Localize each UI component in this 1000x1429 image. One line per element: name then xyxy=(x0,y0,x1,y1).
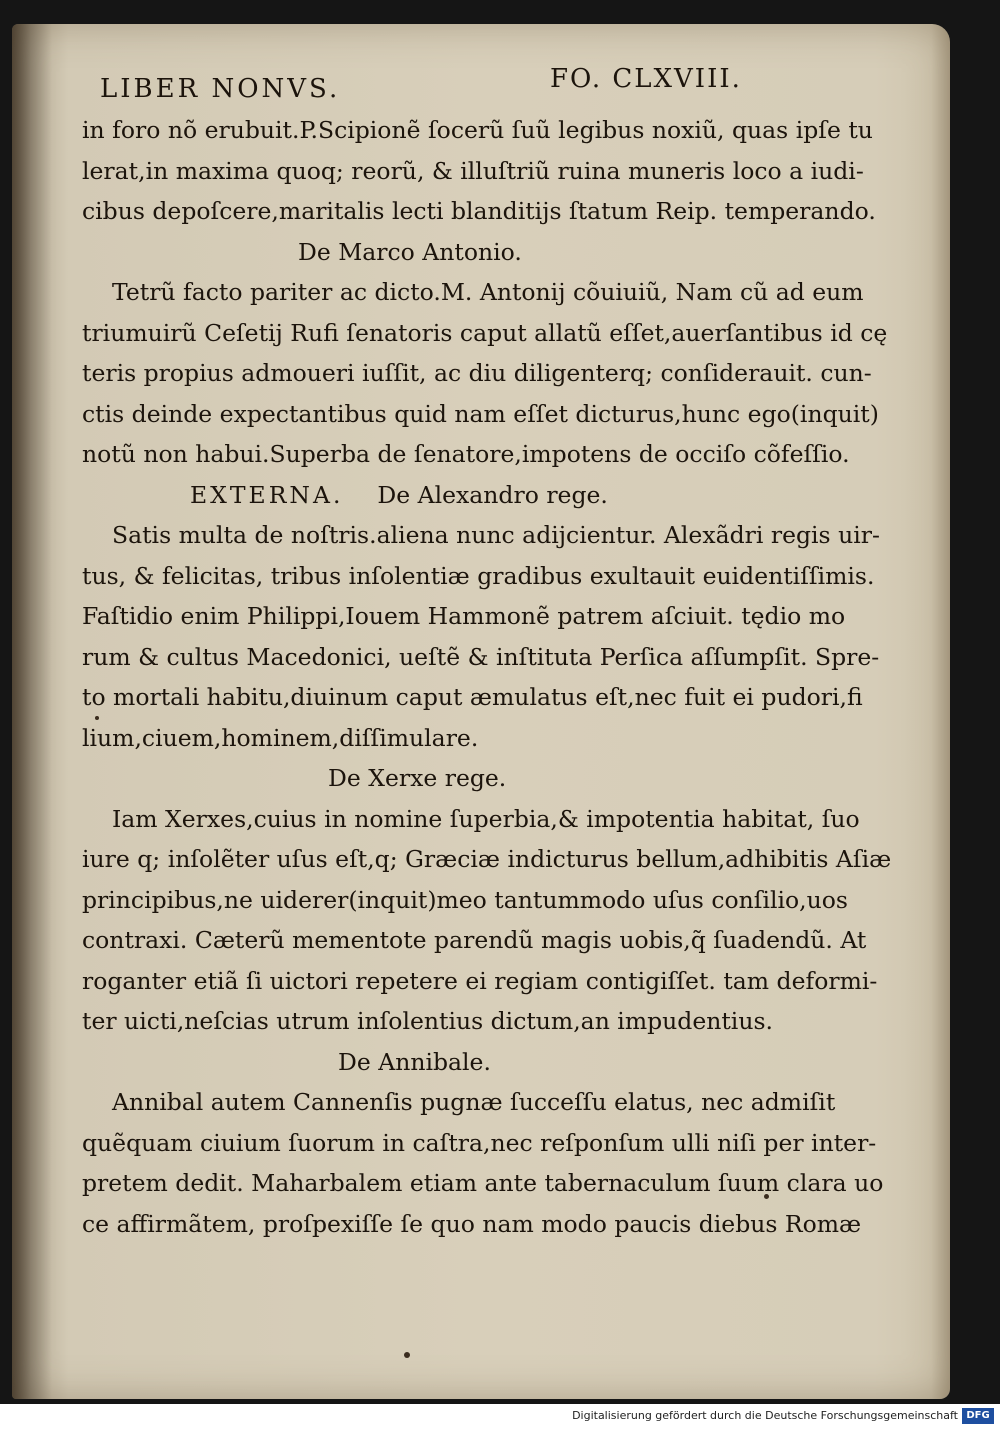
page-header xyxy=(82,60,822,110)
text-line: ce affirmãtem, proſpexiſſe ſe quo nam modo paucis diebus Romæ xyxy=(82,1209,862,1238)
marco-antonio-paragraph xyxy=(82,272,888,475)
text-line: principibus,ne uiderer(inquit)meo tantummodo uſus conſilio,uos xyxy=(82,885,848,914)
text-line: lerat,in maxima quoq; reorũ, & illuſtriũ ruina muneris loco a iudi- xyxy=(82,156,864,185)
text-line: teris propius admoueri iuſſit, ac diu diligenterq; conſiderauit. cun- xyxy=(82,359,872,387)
paper-leaf xyxy=(12,24,950,1399)
text-line: in foro nõ erubuit.P.Scipionẽ ſocerũ ſuũ legibus noxiũ, quas ipſe tu xyxy=(82,116,873,144)
text-line: tus, & felicitas, tribus inſolentiæ gradibus exultauit euidentiſſimis. xyxy=(82,561,875,590)
section-heading-xerxe: De Xerxe rege. xyxy=(328,764,507,792)
text-line: pretem dedit. Maharbalem etiam ante tabernaculum ſuum clara uo xyxy=(82,1169,884,1197)
alexander-paragraph xyxy=(82,515,880,758)
text-line: quẽquam ciuium ſuorum in caſtra,nec reſponſum ulli niſi per inter- xyxy=(82,1128,877,1157)
text-line: ter uicti,neſcias utrum inſolentius dictum,an impudentius. xyxy=(82,1007,773,1035)
text-line: iure q; inſolẽter uſus eſt,q; Græciæ indicturus bellum,adhibitis Aſiæ xyxy=(82,845,892,873)
text-line: Annibal autem Cannenſis pugnæ ſucceſſu elatus, nec admiſit xyxy=(112,1088,836,1116)
dfg-logo-icon: DFG xyxy=(962,1408,994,1424)
text-line: cibus depoſcere,maritalis lecti blanditijs ſtatum Reip. temperando. xyxy=(82,197,876,225)
externa-label: EXTERNA. xyxy=(190,480,344,509)
section-heading-annibale: De Annibale. xyxy=(338,1047,491,1076)
intro-paragraph xyxy=(82,110,876,232)
ink-speck xyxy=(404,1352,410,1358)
text-line: triumuirũ Ceſetij Rufi ſenatoris caput allatũ eſſet,auerſantibus id cę xyxy=(82,318,888,347)
section-heading-alexander xyxy=(82,475,822,516)
folio-number: FO. CLXVIII. xyxy=(550,64,742,94)
xerxe-paragraph xyxy=(82,799,892,1042)
text-line: ctis deinde expectantibus quid nam eſſet dicturus,hunc ego(inquit) xyxy=(82,399,879,428)
text-line: Tetrũ facto pariter ac dicto.M. Antonij cõuiuiũ, Nam cũ ad eum xyxy=(112,278,864,306)
funding-credit: Digitalisierung gefördert durch die Deutsche Forschungsgemeinschaft xyxy=(572,1409,958,1422)
text-line: notũ non habui.Superba de ſenatore,impotens de occiſo cõfeſſio. xyxy=(82,440,850,468)
binding-gutter-shadow xyxy=(12,24,52,1399)
text-line: Faſtidio enim Philippi,Iouem Hammonẽ patrem aſciuit. tędio mo xyxy=(82,602,846,630)
text-line: lium,ciuem,hominem,diſſimulare. xyxy=(82,723,479,752)
section-heading-marco-antonio: De Marco Antonio. xyxy=(298,237,522,266)
page-text-block xyxy=(82,60,892,1244)
text-line: Iam Xerxes,cuius in nomine ſuperbia,& impotentia habitat, ſuo xyxy=(112,804,860,833)
digitization-footer xyxy=(0,1404,1000,1429)
alexander-heading-text: De Alexandro rege. xyxy=(377,480,608,509)
running-title: LIBER NONVS. xyxy=(100,74,341,104)
text-line: rum & cultus Macedonici, ueſtẽ & inſtituta Perſica aſſumpſit. Spre- xyxy=(82,642,880,671)
text-line: to mortali habitu,diuinum caput æmulatus eſt,nec fuit ei pudori,fi xyxy=(82,683,863,711)
text-line: contraxi. Cæterũ mementote parendũ magis uobis,q̃ ſuadendũ. At xyxy=(82,926,867,954)
text-line: roganter etiã ſi uictori repetere ei regiam contigiſſet. tam deformi- xyxy=(82,966,878,995)
annibale-paragraph xyxy=(82,1082,884,1244)
text-line: Satis multa de noſtris.aliena nunc adijcientur. Alexãdri regis uir- xyxy=(112,521,880,549)
